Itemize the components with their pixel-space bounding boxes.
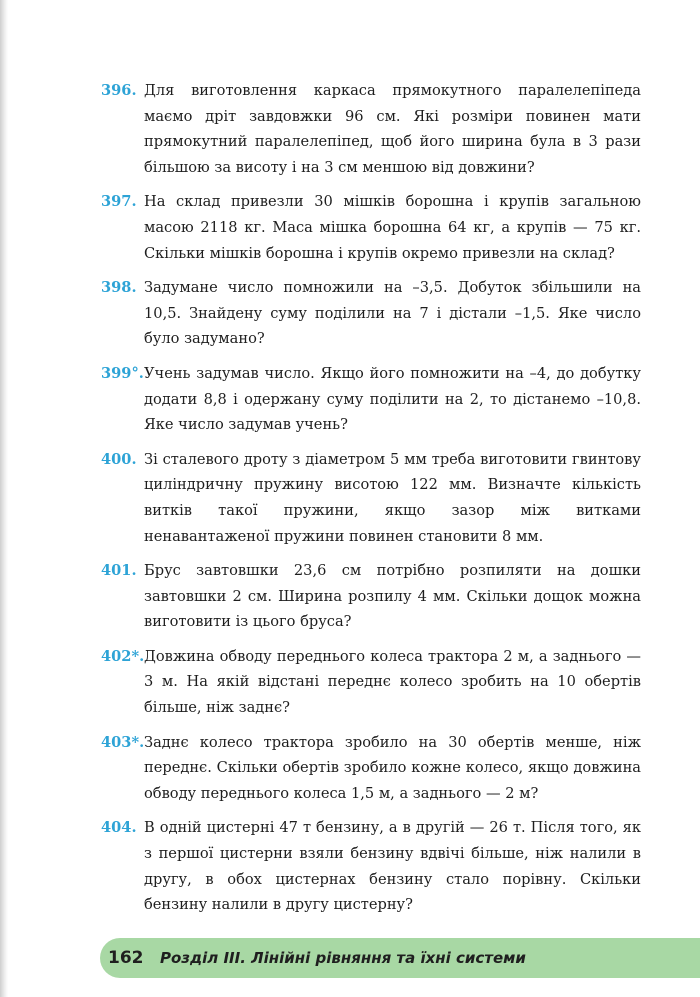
problem-number: 399°. — [101, 364, 144, 382]
problem-404 — [101, 815, 641, 917]
page-binding-edge — [0, 0, 8, 997]
problem-398 — [101, 275, 641, 352]
problem-text: Довжина обводу переднього колеса трактора 2 м, а заднього — 3 м. На якій відстані переднє колесо зробить на 10 обертів більше, ніж заднє? — [144, 647, 641, 717]
problem-text: Заднє колесо трактора зробило на 30 обертів менше, ніж переднє. Скільки обертів зробило кожне колесо, якщо довжина обводу переднього колеса 1,5 м, а заднього — 2 м? — [144, 733, 641, 802]
problem-397 — [101, 189, 641, 266]
chapter-title: Розділ III. Лінійні рівняння та їхні системи — [160, 949, 526, 967]
problem-text: Учень задумав число. Якщо його помножити на –4, до добутку додати 8,8 і одержану суму поділити на 2, то дістанемо –10,8. Яке число задумав учень? — [144, 364, 641, 434]
problem-number: 397. — [101, 193, 137, 211]
problem-number: 404. — [101, 819, 137, 837]
problem-text: В одній цистерні 47 т бензину, а в другій — 26 т. Після того, як з першої цистерни взяли бензину вдвічі більше, ніж налили в другу, в обох цистернах бензину стало порівну. Скільки бензину налили в другу цистерну? — [144, 819, 641, 914]
problem-number: 402*. — [101, 647, 145, 665]
page-footer — [100, 938, 700, 978]
problem-list — [101, 78, 641, 927]
page-number: 162 — [108, 948, 144, 968]
problem-402 — [101, 644, 641, 721]
problem-number: 396. — [101, 82, 137, 99]
problem-396 — [101, 78, 641, 180]
problem-400 — [101, 447, 641, 549]
problem-number: 398. — [101, 279, 137, 297]
problem-text: Брус завтовшки 23,6 см потрібно розпиляти на дошки завтовшки 2 см. Ширина розпилу 4 мм. Скільки дощок можна виготовити із цього бруса? — [144, 562, 641, 631]
problem-text: Зі сталевого дроту з діаметром 5 мм треба виготовити гвинтову циліндричну пружину висотою 122 мм. Визначте кількість витків такої пружини, якщо зазор між витками ненавантаженої пружини повинен становити 8 мм. — [144, 450, 641, 545]
problem-number: 401. — [101, 562, 137, 580]
problem-401 — [101, 558, 641, 635]
problem-403 — [101, 730, 641, 807]
problem-number: 403*. — [101, 733, 145, 751]
problem-text: Задумане число помножили на –3,5. Добуток збільшили на 10,5. Знайдену суму поділили на 7 і дістали –1,5. Яке число було задумано? — [144, 279, 641, 348]
problem-number: 400. — [101, 450, 137, 468]
problem-text: На склад привезли 30 мішків борошна і крупів загальною масою 2118 кг. Маса мішка борошна 64 кг, а крупів — 75 кг. Скільки мішків борошна і крупів окремо привезли на склад? — [144, 193, 641, 262]
problem-399 — [101, 361, 641, 438]
problem-text: Для виготовлення каркаса прямокутного паралелепіпеда маємо дріт завдовжки 96 см. Які розміри повинен мати прямокутний паралелепіпед, щоб його ширина була в 3 рази більшою за висоту і на 3 см меншою від довжини? — [144, 82, 641, 176]
